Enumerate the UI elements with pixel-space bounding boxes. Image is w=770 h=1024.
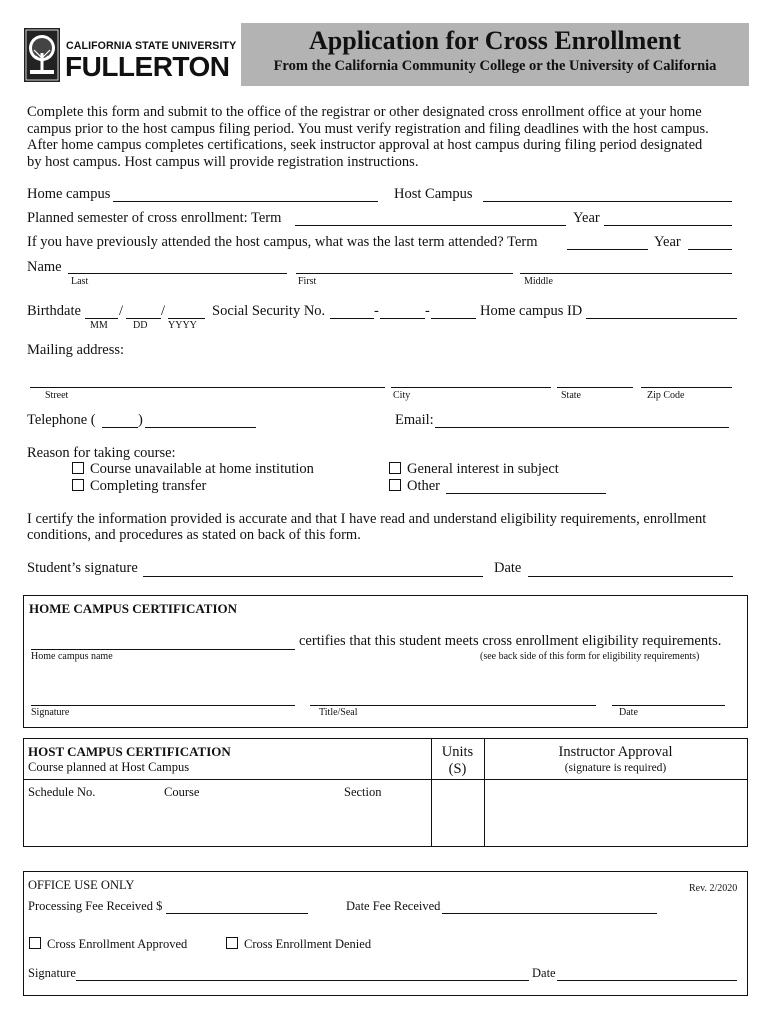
middle-name-caption: Middle (524, 276, 553, 287)
last-name-caption: Last (71, 276, 89, 287)
ssn-part1-field[interactable] (330, 318, 374, 319)
telephone-field[interactable] (145, 427, 256, 428)
reason-label: Reason for taking course: (27, 445, 176, 461)
ssn-dash: - (425, 303, 430, 319)
university-top-line: CALIFORNIA STATE UNIVERSITY (66, 40, 237, 52)
birth-day-field[interactable] (126, 318, 161, 319)
date-fee-label: Date Fee Received (346, 899, 441, 913)
processing-fee-label: Processing Fee Received $ (28, 899, 163, 913)
option-label: Cross Enrollment Approved (47, 937, 188, 951)
student-signature-field[interactable] (143, 576, 483, 577)
university-logo (24, 28, 238, 84)
processing-fee-field[interactable] (166, 913, 308, 914)
option-label: Other (407, 478, 441, 494)
year-caption: YYYY (168, 320, 197, 331)
month-caption: MM (90, 320, 108, 331)
schedule-no-label: Schedule No. (28, 785, 96, 799)
option-label: Course unavailable at home institution (90, 461, 314, 477)
reason-option-transfer[interactable] (72, 478, 206, 495)
home-campus-label: Home campus (27, 186, 111, 202)
planned-year-field[interactable] (604, 225, 732, 226)
office-signature-label: Signature (28, 966, 76, 980)
planned-year-label: Year (573, 210, 600, 226)
host-cert-divider (24, 779, 747, 780)
option-label: General interest in subject (407, 461, 559, 477)
name-label: Name (27, 259, 62, 275)
mailing-address-label: Mailing address: (27, 342, 125, 358)
email-field[interactable] (435, 427, 729, 428)
host-cert-title: HOST CAMPUS CERTIFICATION (28, 744, 231, 759)
units-header: Units (441, 744, 474, 760)
state-field[interactable] (557, 387, 633, 388)
street-caption: Street (45, 390, 69, 401)
tree-seal-icon (24, 28, 60, 82)
office-date-field[interactable] (557, 980, 737, 981)
ssn-label: Social Security No. (212, 303, 326, 319)
student-date-field[interactable] (528, 576, 733, 577)
date-caption: Date (619, 707, 638, 718)
home-cert-date-field[interactable] (612, 705, 725, 706)
previous-term-field[interactable] (567, 249, 648, 250)
home-cert-title-seal-field[interactable] (310, 705, 596, 706)
university-name: FULLERTON (65, 51, 230, 82)
planned-term-field[interactable] (295, 225, 566, 226)
reason-option-general-interest[interactable] (389, 461, 559, 478)
certify-line: conditions, and procedures as stated on back of this form. (27, 527, 361, 543)
form-subtitle: From the California Community College or the University of California (273, 58, 717, 74)
city-caption: City (393, 390, 411, 401)
student-date-label: Date (494, 560, 522, 576)
certify-line: I certify the information provided is accurate and that I have read and understand eligibility requirements, enrollment (27, 511, 707, 527)
home-campus-name-field[interactable] (31, 649, 295, 650)
checkbox[interactable] (72, 479, 84, 491)
home-cert-signature-field[interactable] (31, 705, 295, 706)
last-name-field[interactable] (68, 273, 287, 274)
instruction-line: After home campus completes certifications, seek instructor approval at host campus during filing period designated (27, 137, 703, 153)
instructor-approval-header: Instructor Approval (558, 744, 673, 760)
office-signature-field[interactable] (76, 980, 529, 981)
option-label: Cross Enrollment Denied (244, 937, 372, 951)
home-campus-id-label: Home campus ID (480, 303, 583, 319)
ssn-part2-field[interactable] (380, 318, 425, 319)
ssn-dash: - (374, 303, 379, 319)
home-campus-name-caption: Home campus name (31, 651, 113, 662)
previous-year-label: Year (654, 234, 681, 250)
middle-name-field[interactable] (520, 273, 732, 274)
birth-year-field[interactable] (168, 318, 205, 319)
office-use-only (23, 871, 748, 996)
city-field[interactable] (391, 387, 551, 388)
certifies-text: certifies that this student meets cross enrollment eligibility requirements. (299, 633, 722, 649)
zip-caption: Zip Code (647, 390, 685, 401)
title-seal-caption: Title/Seal (319, 707, 358, 718)
course-label: Course (164, 785, 200, 799)
reason-option-other[interactable] (389, 478, 440, 495)
first-name-field[interactable] (296, 273, 513, 274)
instruction-line: Complete this form and submit to the office of the registrar or other designated cross enrollment office at your home (27, 104, 702, 120)
instruction-line: campus prior to the host campus filing period. You must verify registration and filing deadlines with the host campus. (27, 120, 709, 137)
checkbox[interactable] (226, 937, 238, 949)
units-s: (S) (448, 761, 467, 777)
denied-option[interactable] (226, 937, 371, 952)
first-name-caption: First (298, 276, 317, 287)
checkbox[interactable] (389, 462, 401, 474)
birthdate-slash: / (119, 303, 124, 319)
street-field[interactable] (30, 387, 385, 388)
checkbox[interactable] (72, 462, 84, 474)
telephone-label: Telephone ( (27, 412, 96, 428)
instruction-line: by host campus. Host campus will provide registration instructions. (27, 153, 419, 170)
email-label: Email: (395, 412, 434, 428)
office-use-title: OFFICE USE ONLY (28, 878, 135, 892)
form-title: Application for Cross Enrollment (309, 26, 681, 55)
host-campus-field[interactable] (483, 201, 732, 202)
title-banner (241, 23, 749, 86)
signature-required-note: (signature is required) (564, 762, 667, 774)
telephone-close: ) (138, 412, 143, 428)
checkbox[interactable] (389, 479, 401, 491)
section-label: Section (344, 785, 382, 799)
student-signature-label: Student’s signature (27, 560, 138, 576)
office-date-label: Date (532, 966, 556, 980)
signature-caption: Signature (31, 707, 70, 718)
checkbox[interactable] (29, 937, 41, 949)
revision-date: Rev. 2/2020 (689, 883, 738, 894)
reason-option-unavailable[interactable] (72, 461, 314, 478)
home-campus-field[interactable] (113, 201, 378, 202)
see-back-note: (see back side of this form for eligibility requirements) (480, 651, 700, 662)
day-caption: DD (133, 320, 148, 331)
previous-year-field[interactable] (688, 249, 732, 250)
zip-field[interactable] (641, 387, 732, 388)
home-campus-certification (23, 595, 748, 728)
option-label: Completing transfer (90, 478, 207, 494)
home-cert-title: HOME CAMPUS CERTIFICATION (29, 601, 238, 616)
planned-semester-label: Planned semester of cross enrollment: Term (27, 210, 282, 226)
date-fee-field[interactable] (442, 913, 657, 914)
birthdate-label: Birthdate (27, 303, 81, 319)
state-caption: State (561, 390, 581, 401)
home-campus-id-field[interactable] (586, 318, 737, 319)
birth-month-field[interactable] (85, 318, 118, 319)
other-reason-field[interactable] (446, 493, 606, 494)
approved-option[interactable] (29, 937, 187, 952)
host-campus-label: Host Campus (394, 186, 473, 202)
area-code-field[interactable] (102, 427, 138, 428)
host-campus-certification (23, 738, 748, 847)
birthdate-slash: / (161, 303, 166, 319)
instructions (27, 104, 747, 170)
course-planned-label: Course planned at Host Campus (28, 760, 190, 774)
ssn-part3-field[interactable] (431, 318, 476, 319)
previous-attendance-label: If you have previously attended the host campus, what was the last term attended? Term (27, 234, 538, 250)
